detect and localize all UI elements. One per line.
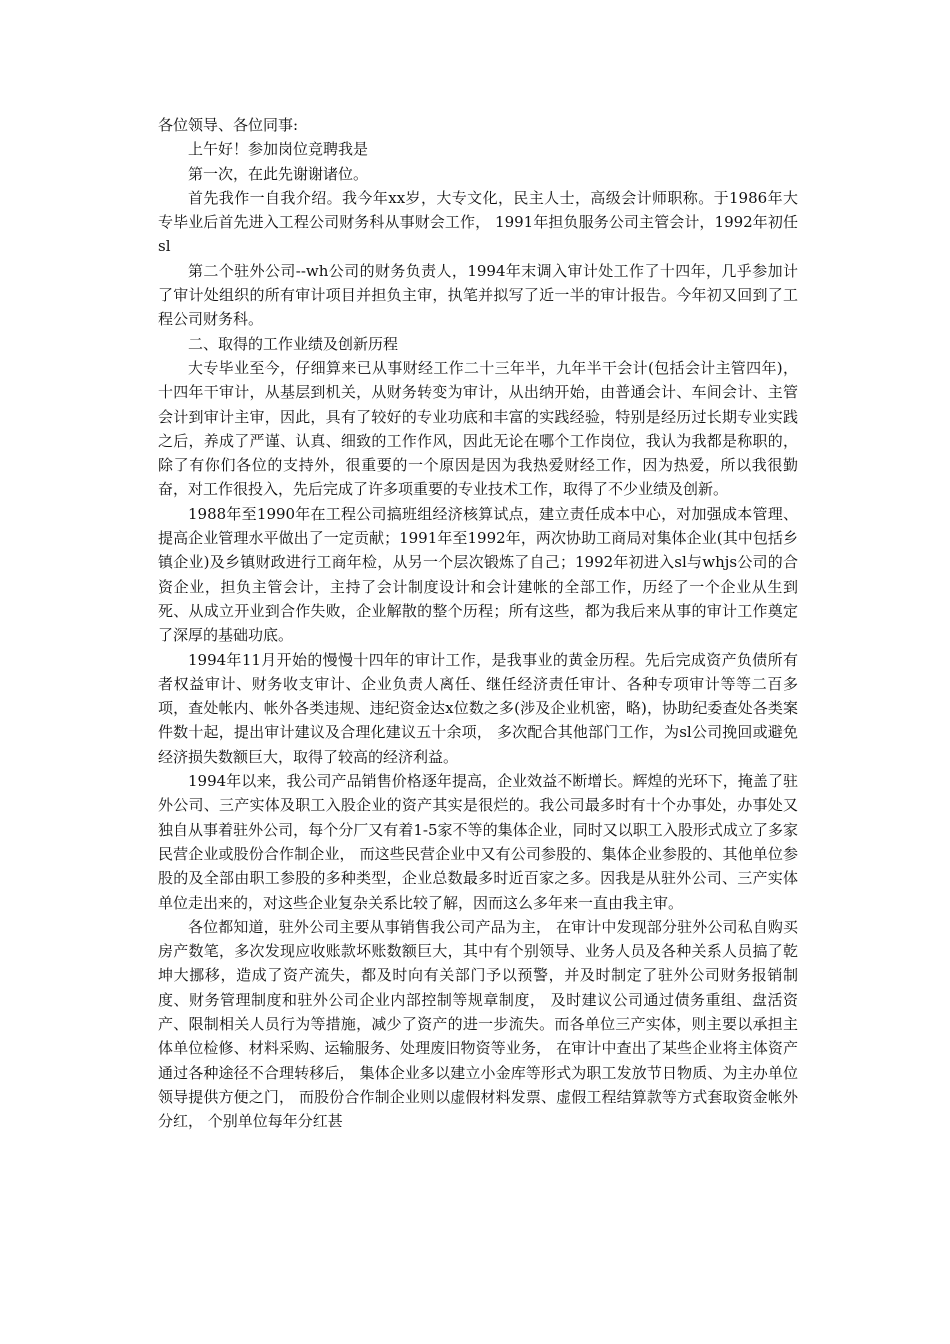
paragraph-findings: 各位都知道，驻外公司主要从事销售我公司产品为主， 在审计中发现部分驻外公司私自购买房产数笔，多次发现应收账款坏账数额巨大，其中有个别领导、业务人员及各种关系人员搞了乾坤大挪移，造成了资产流失，都及时向有关部门予以预警，并及时制定了驻外公司财务报销制度、财务管理制度和驻外公司企业内部控制等规章制度， 及时建议公司通过债务重组、盘活资产、限制相关人员行为等措施，减少了资产的进一步流失。而各单位三产实体，则主要以承担主体单位检修、材料采购、运输服务、处理废旧物资等业务， 在审计中查出了某些企业将主体资产通过各种途径不合理转移后， 集体企业多以建立小金库等形式为职工发放节日物质、为主办单位领导提供方便之门， 而股份合作制企业则以虚假材料发票、虚假工程结算款等方式套取资金帐外分红， 个别单位每年分红甚 [158, 917, 798, 1131]
salutation: 各位领导、各位同事: [158, 116, 299, 134]
document-body [158, 113, 798, 1133]
paragraph-self-intro: 首先我作一自我介绍。我今年xx岁，大专文化，民主人士，高级会计师职称。于1986年大专毕业后首先进入工程公司财务科从事财会工作， 1991年担负服务公司主管会计，1992年初任sl [158, 188, 798, 256]
paragraph-since-1994: 1994年以来，我公司产品销售价格逐年提高，企业效益不断增长。辉煌的光环下，掩盖了驻外公司、三产实体及职工入股企业的资产其实是很烂的。我公司最多时有十个办事处，办事处又独自从事着驻外公司，每个分厂又有着1-5家不等的集体企业，同时又以职工入股形式成立了多家民营企业或股份合作制企业， 而这些民营企业中又有公司参股的、集体企业参股的、其他单位参股的及全部由职工参股的多种类型，企业总数最多时近百家之多。因我是从驻外公司、三产实体单位走出来的，对这些企业复杂关系比较了解，因而这么多年来一直由我主审。 [158, 772, 798, 912]
paragraph-thanks: 第一次，在此先谢谢诸位。 [188, 164, 369, 183]
paragraph-audit-career: 1994年11月开始的慢慢十四年的审计工作，是我事业的黄金历程。先后完成资产负债所有者权益审计、财务收支审计、企业负责人离任、继任经济责任审计、各种专项审计等等二百多项，查处帐内、帐外各类违规、违纪资金达x位数之多(涉及企业机密，略)，协助纪委查处各类案件数十起，提出审计建议及合理化建议五十余项， 多次配合其他部门工作，为sl公司挽回或避免经济损失数额巨大，取得了较高的经济利益。 [158, 650, 798, 766]
paragraph-experience: 大专毕业至今，仔细算来已从事财经工作二十三年半，九年半干会计(包括会计主管四年)，十四年干审计，从基层到机关，从财务转变为审计，从出纳开始，由普通会计、车间会计、主管会计到审计主审，因此，具有了较好的专业功底和丰富的实践经验，特别是经历过长期专业实践之后，养成了严谨、认真、细致的工作作风，因此无论在哪个工作岗位，我认为我都是称职的，除了有你们各位的支持外，很重要的一个原因是因为我热爱财经工作，因为热爱，所以我很勤奋，对工作很投入，先后完成了许多项重要的专业技术工作，取得了不少业绩及创新。 [158, 358, 798, 499]
paragraph-1988-1992: 1988年至1990年在工程公司搞班组经济核算试点，建立责任成本中心，对加强成本管理、提高企业管理水平做出了一定贡献；1991年至1992年，两次协助工商局对集体企业(其中包括乡镇企业)及乡镇财政进行工商年检，从另一个层次锻炼了自己；1992年初进入sl与whjs公司的合资企业，担负主管会计，主持了会计制度设计和会计建帐的全部工作，历经了一个企业从生到死、从成立开业到合作失败，企业解散的整个历程；所有这些，都为我后来从事的审计工作奠定了深厚的基础功底。 [158, 504, 798, 645]
paragraph-career: 第二个驻外公司--wh公司的财务负责人，1994年末调入审计处工作了十四年，几乎参加计了审计处组织的所有审计项目并担负主审，执笔并拟写了近一半的审计报告。今年初又回到了工程公司财务科。 [158, 261, 798, 329]
paragraph-greeting: 上午好！参加岗位竞聘我是 [188, 140, 369, 159]
section-heading: 二、取得的工作业绩及创新历程 [188, 334, 399, 353]
